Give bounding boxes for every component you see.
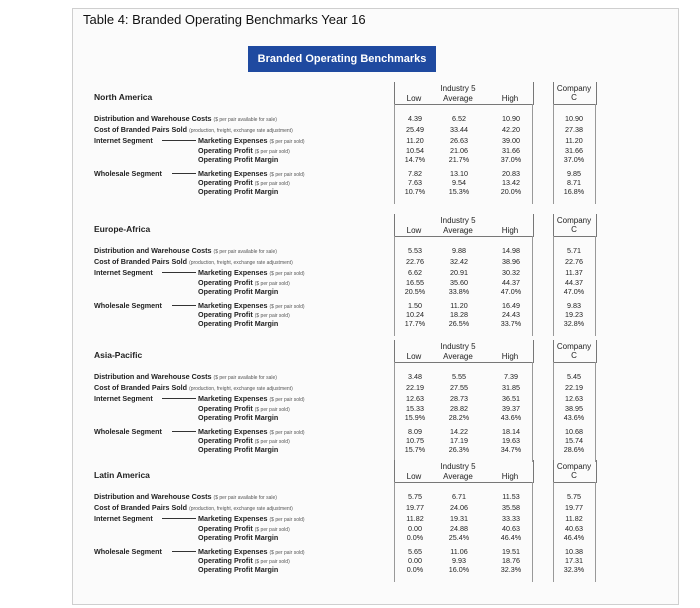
company-header: Company [556,84,592,93]
high-cell: 40.63 [502,524,520,533]
column-divider [532,236,533,336]
low-cell: 10.54 [406,146,424,155]
company-cell: 10.90 [565,114,583,123]
company-cell: 9.85 [567,169,581,178]
low-cell: 10.75 [406,436,424,445]
high-cell: 18.76 [502,556,520,565]
wholesale-operating-profit-label [198,178,290,187]
low-cell: 15.7% [404,445,426,454]
distribution-costs-label [94,492,277,501]
industry-header-box [394,214,534,237]
high-cell: 44.37 [502,278,520,287]
high-cell: 47.0% [500,287,522,296]
low-header: Low [406,226,422,235]
high-cell: 36.51 [502,394,520,403]
average-cell: 9.54 [452,178,466,187]
company-cell: 19.77 [565,503,583,512]
row-label-text: Marketing Expenses [198,169,268,178]
average-cell: 32.42 [450,257,468,266]
cost-branded-pairs-label [94,503,293,512]
region-title: Asia-Pacific [94,350,143,360]
company-cell: 32.3% [563,565,585,574]
column-divider [532,104,533,204]
average-cell: 11.20 [450,301,468,310]
internet-marketing-label [198,514,305,523]
internet-operating-profit-label [198,404,290,413]
high-cell: 19.63 [502,436,520,445]
wholesale-marketing-label [198,427,305,436]
row-label-note: ($ per pair available for sale) [213,375,277,381]
row-label-note: ($ per pair sold) [269,271,305,277]
company-cell: 31.66 [565,146,583,155]
row-label-note: ($ per pair sold) [254,313,290,319]
wholesale-marketing-label [198,301,305,310]
wholesale-operating-margin-label [198,565,278,574]
column-divider [595,104,596,204]
high-cell: 39.00 [502,136,520,145]
average-cell: 6.71 [452,492,466,501]
row-label-note: ($ per pair sold) [269,172,305,178]
average-cell: 33.8% [448,287,470,296]
average-cell: 21.7% [448,155,470,164]
low-cell: 7.63 [408,178,422,187]
company-cell: 5.71 [567,246,581,255]
column-divider [532,482,533,582]
internet-segment-label: Internet Segment [94,394,153,403]
region-title: North America [94,92,153,102]
low-cell: 4.39 [408,114,422,123]
row-label-note: ($ per pair sold) [254,527,290,533]
average-cell: 26.3% [448,445,470,454]
row-label-text: Operating Profit Margin [198,287,279,296]
company-cell: 19.23 [565,310,583,319]
row-label-text: Operating Profit Margin [198,187,279,196]
low-cell: 5.75 [408,492,422,501]
internet-segment-label: Internet Segment [94,136,153,145]
row-label-text: Marketing Expenses [198,547,268,556]
row-label-text: Operating Profit Margin [198,413,279,422]
wholesale-operating-profit-label [198,310,290,319]
row-label-text: Marketing Expenses [198,514,268,523]
row-label-text: Distribution and Warehouse Costs [94,372,212,381]
high-cell: 20.0% [500,187,522,196]
internet-operating-margin-label [198,155,278,164]
high-cell: 32.3% [500,565,522,574]
row-label-text: Operating Profit [198,146,253,155]
region-title: Latin America [94,470,150,480]
high-cell: 37.0% [500,155,522,164]
company-cell: 28.6% [563,445,585,454]
row-label-text: Operating Profit Margin [198,155,279,164]
high-cell: 16.49 [502,301,520,310]
high-cell: 13.42 [502,178,520,187]
industry-header: Industry 5 [440,84,476,93]
low-cell: 10.7% [404,187,426,196]
low-cell: 12.63 [406,394,424,403]
low-cell: 25.49 [406,125,424,134]
average-cell: 28.73 [450,394,468,403]
wholesale-operating-margin-label [198,319,278,328]
average-cell: 28.82 [450,404,468,413]
high-cell: 7.39 [504,372,518,381]
average-cell: 28.2% [448,413,470,422]
low-cell: 15.33 [406,404,424,413]
benchmarks-banner: Branded Operating Benchmarks [248,46,436,72]
internet-segment-connector [162,398,196,399]
column-divider [595,236,596,336]
low-cell: 0.0% [406,565,424,574]
industry-header-box [394,460,534,483]
row-label-note: ($ per pair available for sale) [213,495,277,501]
internet-segment-label: Internet Segment [94,514,153,523]
average-header: Average [443,226,473,235]
low-cell: 0.0% [406,533,424,542]
wholesale-operating-margin-label [198,445,278,454]
company-letter: C [571,471,577,480]
row-label-text: Cost of Branded Pairs Sold [94,257,188,266]
row-label-note: ($ per pair sold) [269,139,305,145]
high-header: High [501,94,519,103]
average-header: Average [443,94,473,103]
row-label-text: Operating Profit Margin [198,445,279,454]
low-cell: 22.19 [406,383,424,392]
row-label-note: ($ per pair sold) [254,149,290,155]
row-label-note: ($ per pair sold) [254,407,290,413]
low-cell: 0.00 [408,524,422,533]
company-letter: C [571,225,577,234]
internet-operating-margin-label [198,413,278,422]
row-label-note: ($ per pair sold) [269,304,305,310]
region-block [88,80,608,205]
row-label-note: ($ per pair sold) [269,517,305,523]
high-cell: 42.20 [502,125,520,134]
average-cell: 21.06 [450,146,468,155]
row-label-text: Cost of Branded Pairs Sold [94,503,188,512]
cost-branded-pairs-label [94,125,293,134]
average-cell: 33.44 [450,125,468,134]
distribution-costs-label [94,246,277,255]
internet-marketing-label [198,268,305,277]
column-divider [595,482,596,582]
wholesale-marketing-label [198,169,305,178]
low-cell: 5.65 [408,547,422,556]
company-cell: 10.68 [565,427,583,436]
low-cell: 7.82 [408,169,422,178]
average-cell: 14.22 [450,427,468,436]
wholesale-segment-label: Wholesale Segment [94,301,162,310]
company-cell: 47.0% [563,287,585,296]
high-header: High [501,226,519,235]
low-cell: 1.50 [408,301,422,310]
company-header-box [553,214,597,237]
row-label-text: Operating Profit [198,178,253,187]
company-cell: 5.75 [567,492,581,501]
row-label-text: Operating Profit [198,556,253,565]
company-cell: 12.63 [565,394,583,403]
internet-operating-profit-label [198,146,290,155]
region-title: Europe-Africa [94,224,151,234]
company-header: Company [556,462,592,471]
company-cell: 27.38 [565,125,583,134]
company-cell: 8.71 [567,178,581,187]
low-cell: 11.20 [406,136,424,145]
cost-branded-pairs-label [94,383,293,392]
row-label-text: Distribution and Warehouse Costs [94,492,212,501]
average-cell: 19.31 [450,514,468,523]
row-label-note: ($ per pair sold) [269,397,305,403]
low-cell: 10.24 [406,310,424,319]
internet-segment-connector [162,272,196,273]
wholesale-segment-connector [172,305,196,306]
company-cell: 11.20 [565,136,583,145]
wholesale-segment-label: Wholesale Segment [94,169,162,178]
high-cell: 20.83 [502,169,520,178]
company-cell: 17.31 [565,556,583,565]
average-cell: 15.3% [448,187,470,196]
high-cell: 33.33 [502,514,520,523]
row-label-text: Cost of Branded Pairs Sold [94,125,188,134]
low-cell: 8.09 [408,427,422,436]
company-cell: 9.83 [567,301,581,310]
average-cell: 26.5% [448,319,470,328]
row-label-text: Operating Profit [198,404,253,413]
row-label-note: (production, freight, exchange rate adjustment) [189,386,293,392]
average-cell: 5.55 [452,372,466,381]
company-cell: 15.74 [565,436,583,445]
low-cell: 15.9% [404,413,426,422]
low-cell: 0.00 [408,556,422,565]
row-label-text: Operating Profit Margin [198,319,279,328]
company-header-box [553,340,597,363]
internet-operating-profit-label [198,524,290,533]
row-label-text: Operating Profit [198,310,253,319]
row-label-note: ($ per pair sold) [254,281,290,287]
company-cell: 44.37 [565,278,583,287]
low-header: Low [406,94,422,103]
row-label-text: Distribution and Warehouse Costs [94,114,212,123]
row-label-text: Marketing Expenses [198,427,268,436]
company-cell: 16.8% [563,187,585,196]
internet-segment-label: Internet Segment [94,268,153,277]
company-header: Company [556,342,592,351]
row-label-note: ($ per pair available for sale) [213,249,277,255]
high-cell: 43.6% [500,413,522,422]
row-label-note: ($ per pair sold) [254,181,290,187]
average-cell: 24.88 [450,524,468,533]
high-cell: 11.53 [502,492,520,501]
company-letter: C [571,351,577,360]
region-block [88,212,608,337]
internet-marketing-label [198,136,305,145]
company-cell: 22.19 [565,383,583,392]
average-cell: 11.06 [450,547,468,556]
high-cell: 19.51 [502,547,520,556]
average-cell: 17.19 [450,436,468,445]
company-cell: 46.4% [563,533,585,542]
row-label-note: (production, freight, exchange rate adjustment) [189,260,293,266]
high-header: High [501,352,519,361]
average-cell: 13.10 [450,169,468,178]
internet-segment-connector [162,518,196,519]
high-cell: 18.14 [502,427,520,436]
company-cell: 32.8% [563,319,585,328]
high-cell: 10.90 [502,114,520,123]
company-header-box [553,460,597,483]
company-cell: 38.95 [565,404,583,413]
row-label-text: Marketing Expenses [198,394,268,403]
column-divider [595,362,596,462]
wholesale-segment-connector [172,173,196,174]
row-label-text: Operating Profit Margin [198,565,279,574]
company-cell: 43.6% [563,413,585,422]
average-header: Average [443,472,473,481]
average-cell: 20.91 [450,268,468,277]
industry-header: Industry 5 [440,216,476,225]
low-cell: 22.76 [406,257,424,266]
row-label-text: Operating Profit Margin [198,533,279,542]
wholesale-operating-margin-label [198,187,278,196]
high-cell: 24.43 [502,310,520,319]
row-label-text: Marketing Expenses [198,301,268,310]
average-cell: 24.06 [450,503,468,512]
row-label-note: (production, freight, exchange rate adjustment) [189,506,293,512]
company-cell: 40.63 [565,524,583,533]
company-cell: 11.37 [565,268,583,277]
row-label-note: ($ per pair available for sale) [213,117,277,123]
low-cell: 3.48 [408,372,422,381]
row-label-note: ($ per pair sold) [254,559,290,565]
internet-operating-margin-label [198,533,278,542]
high-cell: 31.85 [502,383,520,392]
row-label-note: ($ per pair sold) [269,550,305,556]
average-cell: 25.4% [448,533,470,542]
company-header-box [553,82,597,105]
industry-header: Industry 5 [440,462,476,471]
high-cell: 14.98 [502,246,520,255]
wholesale-operating-profit-label [198,556,290,565]
wholesale-segment-label: Wholesale Segment [94,547,162,556]
average-cell: 27.55 [450,383,468,392]
company-cell: 22.76 [565,257,583,266]
cost-branded-pairs-label [94,257,293,266]
internet-operating-profit-label [198,278,290,287]
region-block [88,458,608,583]
low-cell: 16.55 [406,278,424,287]
wholesale-segment-connector [172,431,196,432]
wholesale-segment-connector [172,551,196,552]
internet-marketing-label [198,394,305,403]
industry-header: Industry 5 [440,342,476,351]
high-cell: 33.7% [500,319,522,328]
low-cell: 20.5% [404,287,426,296]
average-cell: 18.28 [450,310,468,319]
row-label-text: Marketing Expenses [198,136,268,145]
row-label-text: Distribution and Warehouse Costs [94,246,212,255]
company-cell: 37.0% [563,155,585,164]
low-cell: 14.7% [404,155,426,164]
region-block [88,338,608,463]
industry-header-box [394,82,534,105]
wholesale-segment-label: Wholesale Segment [94,427,162,436]
company-header: Company [556,216,592,225]
row-label-text: Operating Profit [198,524,253,533]
row-label-text: Operating Profit [198,436,253,445]
low-cell: 17.7% [404,319,426,328]
row-label-note: (production, freight, exchange rate adjustment) [189,128,293,134]
table-title: Table 4: Branded Operating Benchmarks Year 16 [83,12,366,27]
column-divider [532,362,533,462]
average-cell: 6.52 [452,114,466,123]
average-cell: 9.93 [452,556,466,565]
row-label-text: Marketing Expenses [198,268,268,277]
company-letter: C [571,93,577,102]
high-cell: 30.32 [502,268,520,277]
high-cell: 31.66 [502,146,520,155]
row-label-note: ($ per pair sold) [269,430,305,436]
company-cell: 10.38 [565,547,583,556]
high-cell: 46.4% [500,533,522,542]
low-cell: 6.62 [408,268,422,277]
distribution-costs-label [94,372,277,381]
average-cell: 9.88 [452,246,466,255]
high-cell: 34.7% [500,445,522,454]
high-cell: 35.58 [502,503,520,512]
high-cell: 38.96 [502,257,520,266]
row-label-text: Cost of Branded Pairs Sold [94,383,188,392]
high-cell: 39.37 [502,404,520,413]
wholesale-operating-profit-label [198,436,290,445]
low-header: Low [406,352,422,361]
high-header: High [501,472,519,481]
average-cell: 35.60 [450,278,468,287]
internet-segment-connector [162,140,196,141]
company-cell: 11.82 [565,514,583,523]
company-cell: 5.45 [567,372,581,381]
industry-header-box [394,340,534,363]
low-cell: 11.82 [406,514,424,523]
average-cell: 16.0% [448,565,470,574]
row-label-note: ($ per pair sold) [254,439,290,445]
average-header: Average [443,352,473,361]
low-cell: 19.77 [406,503,424,512]
average-cell: 26.63 [450,136,468,145]
low-cell: 5.53 [408,246,422,255]
distribution-costs-label [94,114,277,123]
row-label-text: Operating Profit [198,278,253,287]
wholesale-marketing-label [198,547,305,556]
low-header: Low [406,472,422,481]
internet-operating-margin-label [198,287,278,296]
